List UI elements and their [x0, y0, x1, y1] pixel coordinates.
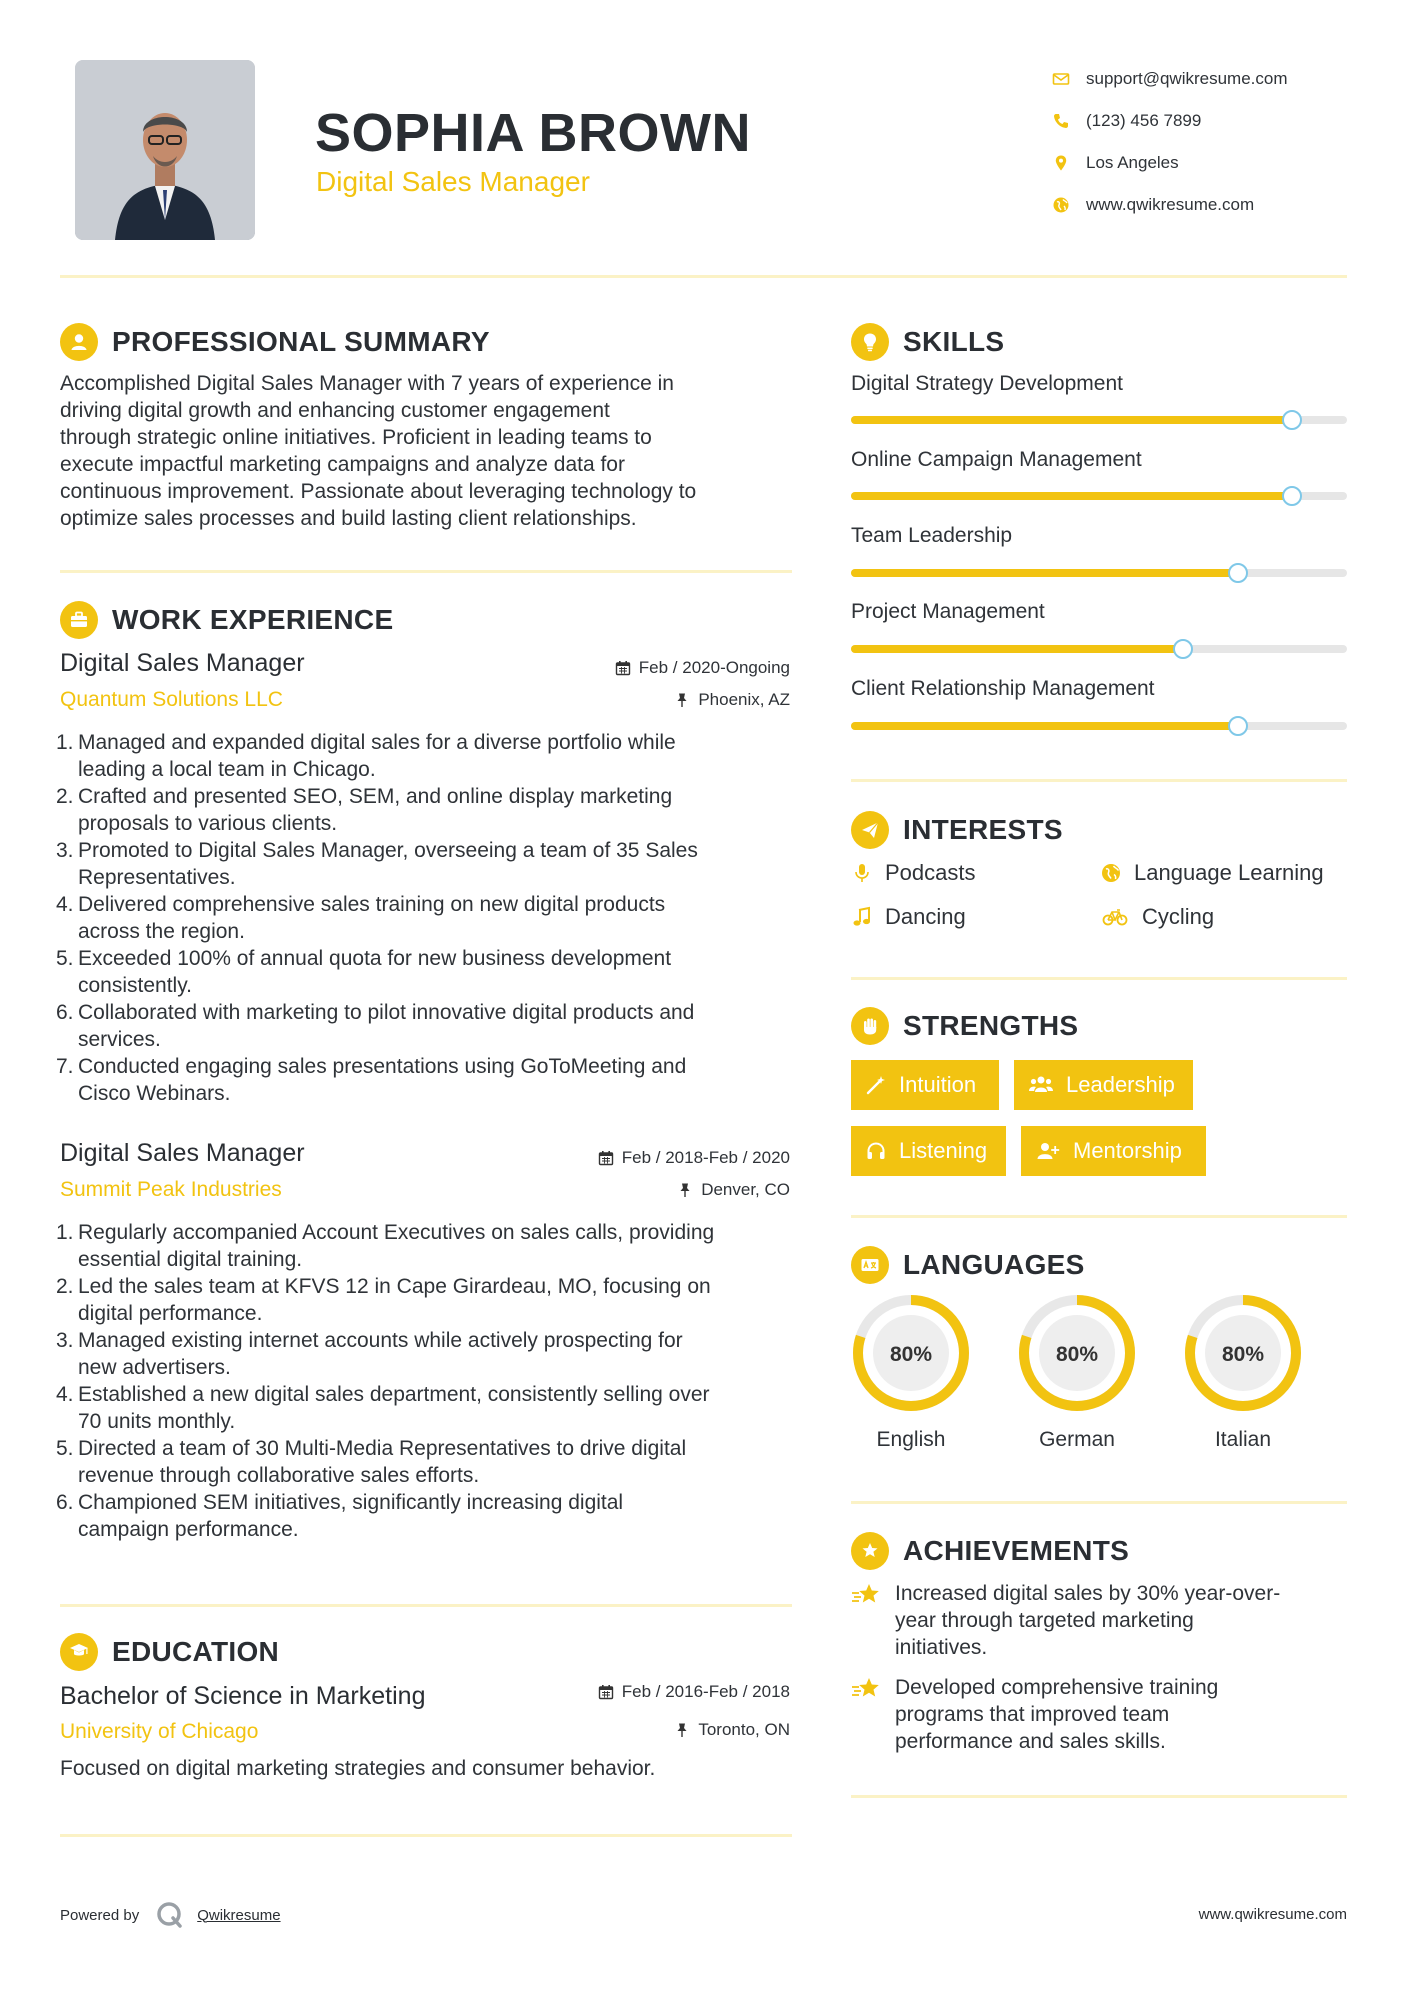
job-2-responsibilities: [56, 1219, 800, 1543]
qwikresume-link[interactable]: Qwikresume: [197, 1906, 281, 1924]
list-item: 6. Collaborated with marketing to pilot innovative digital products and services.: [56, 1001, 695, 1051]
job-1-location: Phoenix, AZ: [674, 690, 790, 710]
map-pin-icon: [1052, 152, 1086, 174]
calendar-icon: [598, 1684, 614, 1700]
skill-label: Team Leadership: [851, 524, 1013, 547]
trophy-star-icon: [851, 1532, 889, 1570]
list-item: 1. Regularly accompanied Account Executives on sales calls, providing essential digital training.: [56, 1221, 715, 1271]
job-1-title: Digital Sales Manager: [60, 649, 305, 677]
candidate-name: SOPHIA BROWN: [315, 103, 751, 163]
interest-item: Language Learning: [1100, 860, 1324, 886]
skill-label: Client Relationship Management: [851, 677, 1155, 700]
list-item: 2. Crafted and presented SEO, SEM, and online display marketing proposals to various clients.: [56, 785, 673, 835]
language-percent: 80%: [1055, 1343, 1099, 1366]
education-degree: Bachelor of Science in Marketing: [60, 1682, 426, 1710]
list-item: 4. Established a new digital sales department, consistently selling over 70 units monthly.: [56, 1383, 710, 1433]
skill-bar: [851, 416, 1347, 424]
strength-chip: Intuition: [851, 1060, 999, 1110]
skill-bar-fill: [851, 492, 1292, 500]
language-item: [850, 1292, 972, 1452]
language-item: [1016, 1292, 1138, 1452]
list-item: 6. Championed SEM initiatives, significantly increasing digital campaign performance.: [56, 1491, 624, 1541]
language-percent: 80%: [1221, 1343, 1265, 1366]
languages-divider: [851, 1501, 1347, 1504]
phone-icon: [1052, 110, 1086, 132]
header-divider: [60, 275, 1347, 278]
list-item: 7. Conducted engaging sales presentations using GoToMeeting and Cisco Webinars.: [56, 1055, 687, 1105]
interests-heading: INTERESTS: [851, 811, 1063, 849]
briefcase-icon: [60, 601, 98, 639]
user-icon: [60, 323, 98, 361]
job-2-title: Digital Sales Manager: [60, 1139, 305, 1167]
envelope-icon: [1052, 68, 1086, 90]
list-item: 3. Promoted to Digital Sales Manager, overseeing a team of 35 Sales Representatives.: [56, 839, 698, 889]
experience-heading: WORK EXPERIENCE: [60, 601, 393, 639]
magic-wand-icon: [865, 1074, 887, 1096]
skill-label: Project Management: [851, 600, 1045, 623]
skill-bar-fill: [851, 645, 1183, 653]
contact-list: [1052, 58, 1288, 226]
skills-heading: SKILLS: [851, 323, 1004, 361]
education-dates: Feb / 2016-Feb / 2018: [598, 1682, 790, 1702]
candidate-role: Digital Sales Manager: [316, 166, 590, 197]
job-2-location: Denver, CO: [677, 1180, 790, 1200]
list-item: 5. Exceeded 100% of annual quota for new business development consistently.: [56, 947, 672, 997]
interest-item: Cycling: [1100, 904, 1214, 930]
contact-location: [1052, 142, 1288, 184]
language-ring: [1016, 1292, 1138, 1414]
skill-bar-knob: [1228, 563, 1248, 583]
education-location: Toronto, ON: [674, 1720, 790, 1740]
education-divider: [60, 1834, 792, 1837]
thumbtack-icon: [677, 1182, 693, 1198]
skill-bar-fill: [851, 722, 1238, 730]
skill-bar: [851, 569, 1347, 577]
skill-bar-fill: [851, 569, 1238, 577]
headphones-icon: [865, 1140, 887, 1162]
skill-label: Online Campaign Management: [851, 448, 1142, 471]
calendar-icon: [598, 1150, 614, 1166]
globe-icon: [1100, 862, 1122, 884]
contact-phone[interactable]: [1052, 100, 1288, 142]
interest-item: Podcasts: [851, 860, 976, 886]
job-1-responsibilities: [56, 729, 800, 1107]
language-name: German: [1039, 1428, 1115, 1451]
lightbulb-icon: [851, 323, 889, 361]
hand-icon: [851, 1007, 889, 1045]
skills-divider: [851, 779, 1347, 782]
education-school: University of Chicago: [60, 1720, 259, 1743]
contact-website-text: www.qwikresume.com: [1086, 195, 1255, 214]
footer-powered-by: Powered by Qwikresume: [60, 1900, 281, 1930]
language-percent: 80%: [889, 1343, 933, 1366]
strengths-heading: STRENGTHS: [851, 1007, 1078, 1045]
achievement-item: Increased digital sales by 30% year-over- year through targeted marketing initiatives.: [851, 1580, 1347, 1661]
star-icon: [851, 1580, 895, 1661]
list-item: 3. Managed existing internet accounts while actively prospecting for new advertisers.: [56, 1329, 683, 1379]
skill-bar-knob: [1173, 639, 1193, 659]
list-item: 1. Managed and expanded digital sales for a diverse portfolio while leading a local team in Chicago.: [56, 731, 676, 781]
contact-phone-text: (123) 456 7899: [1086, 111, 1202, 130]
language-icon: [851, 1246, 889, 1284]
achievements-divider: [851, 1795, 1347, 1798]
contact-website[interactable]: [1052, 184, 1288, 226]
skill-bar-fill: [851, 416, 1292, 424]
skill-bar: [851, 492, 1347, 500]
languages-heading: LANGUAGES: [851, 1246, 1085, 1284]
list-item: 2. Led the sales team at KFVS 12 in Cape Girardeau, MO, focusing on digital performance.: [56, 1275, 711, 1325]
calendar-icon: [615, 660, 631, 676]
achievements-heading: ACHIEVEMENTS: [851, 1532, 1129, 1570]
list-item: 4. Delivered comprehensive sales training on new digital products across the region.: [56, 893, 666, 943]
language-item: [1182, 1292, 1304, 1452]
paper-plane-icon: [851, 811, 889, 849]
profile-photo: [75, 60, 255, 240]
language-ring: [850, 1292, 972, 1414]
thumbtack-icon: [674, 692, 690, 708]
skill-bar-knob: [1228, 716, 1248, 736]
qwikresume-logo-icon: [155, 1900, 185, 1930]
summary-divider: [60, 570, 792, 573]
skill-bar-knob: [1282, 486, 1302, 506]
strength-chip: Mentorship: [1021, 1126, 1206, 1176]
education-heading: EDUCATION: [60, 1633, 279, 1671]
language-ring: [1182, 1292, 1304, 1414]
job-1-dates: Feb / 2020-Ongoing: [615, 658, 790, 678]
bicycle-icon: [1100, 906, 1130, 928]
job-2-company: Summit Peak Industries: [60, 1178, 282, 1201]
users-icon: [1028, 1074, 1054, 1096]
skill-bar: [851, 645, 1347, 653]
language-name: English: [876, 1428, 946, 1451]
contact-email-text: support@qwikresume.com: [1086, 69, 1288, 88]
graduate-icon: [60, 1633, 98, 1671]
achievement-item: Developed comprehensive training programs that improved team performance and sales skills.: [851, 1674, 1347, 1755]
microphone-icon: [851, 862, 873, 884]
summary-heading: PROFESSIONAL SUMMARY: [60, 323, 490, 361]
contact-email[interactable]: [1052, 58, 1288, 100]
education-description: Focused on digital marketing strategies and consumer behavior.: [60, 1757, 656, 1780]
strengths-divider: [851, 1215, 1347, 1218]
strength-chip: Leadership: [1014, 1060, 1193, 1110]
skill-bar-knob: [1282, 410, 1302, 430]
strength-chip: Listening: [851, 1126, 1006, 1176]
music-note-icon: [851, 906, 873, 928]
job-1-company: Quantum Solutions LLC: [60, 688, 283, 711]
interests-divider: [851, 977, 1347, 980]
star-icon: [851, 1674, 895, 1755]
contact-location-text: Los Angeles: [1086, 153, 1179, 172]
skill-bar: [851, 722, 1347, 730]
skill-label: Digital Strategy Development: [851, 372, 1123, 395]
interest-item: Dancing: [851, 904, 966, 930]
globe-icon: [1052, 194, 1086, 216]
job-2-dates: Feb / 2018-Feb / 2020: [598, 1148, 790, 1168]
user-plus-icon: [1035, 1140, 1061, 1162]
footer-website[interactable]: www.qwikresume.com: [1198, 1906, 1347, 1923]
language-name: Italian: [1214, 1428, 1272, 1451]
experience-divider: [60, 1604, 792, 1607]
summary-text: Accomplished Digital Sales Manager with 7 years of experience in driving digital growth and enhancing customer engagement through strategic online initiatives. Proficient in leading teams to execute impactful marketing campaigns and analyze data for continuous improvement. Passionate about leveraging technology to optimize sales processes and build lasting client relationships.: [60, 372, 697, 530]
thumbtack-icon: [674, 1722, 690, 1738]
list-item: 5. Directed a team of 30 Multi-Media Representatives to drive digital revenue through collaborative sales efforts.: [56, 1437, 687, 1487]
